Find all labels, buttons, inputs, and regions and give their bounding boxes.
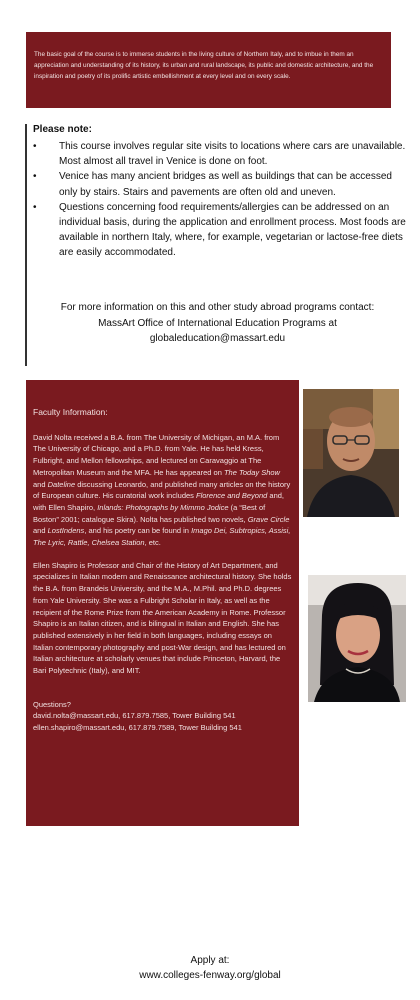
note-item-1 (33, 139, 408, 169)
note-text: Venice has many ancient bridges as well as buildings that can be accessed only by stairs. Stairs and pavements are often old and uneven. (59, 171, 392, 198)
apply-block (110, 954, 310, 983)
contact-block (30, 300, 405, 347)
questions-label: Questions? (33, 699, 71, 709)
bullet-icon: • (33, 171, 37, 183)
contact-office: MassArt Office of International Education Programs at (98, 317, 337, 329)
notes-list (33, 139, 408, 261)
nolta-contact[interactable]: david.nolta@massart.edu, 617.879.7585, Tower Building 541 (33, 711, 236, 721)
shapiro-photo (308, 575, 406, 702)
notes-title: Please note: (33, 124, 92, 135)
faculty-info-box (26, 380, 299, 826)
apply-label: Apply at: (190, 955, 230, 966)
nolta-photo (303, 389, 399, 517)
bullet-icon: • (33, 141, 37, 152)
course-goal-box (26, 32, 391, 108)
apply-url-link[interactable]: www.colleges-fenway.org/global (139, 969, 281, 981)
nolta-bio: David Nolta received a B.A. from The University of Michigan, an M.A. from The University of Chicago, and a Ph.D. from Yale. He has held Kress, Fulbright, and Mellon fellowships, and lectured on Caravaggio at The Metropolitan Museum and the MFA. He has appeared on The Today Show and Dateline discussing Leonardo, and published many articles on the history of European culture. His curatorial work includes Florence and Beyond and, with Ellen Shapiro, Inlands: Photographs by Mimmo Jodice (a “Best of Boston” 2001; catalogue Skira). Nolta has published two novels, Grave Circle and LostIndens, and his poetry can be found in Imago Dei, Subtropics, Assisi, The Lyric, Rattle, Chelsea Station, etc. (33, 432, 291, 548)
bullet-icon: • (33, 201, 37, 213)
contact-line: For more information on this and other study abroad programs contact: (60, 302, 375, 313)
course-goal-text: The basic goal of the course is to immerse students in the living culture of Northern Italy, and to imbue in them an appreciation and understanding of its history, its urban and rural landscape, its public and domestic architecture, and the inspiration and poetry of its prolific artistic embellishment at every level and on every scale. (34, 51, 374, 81)
notes-divider (25, 124, 27, 366)
shapiro-bio: Ellen Shapiro is Professor and Chair of the History of Art Department, and specializes in Italian modern and Renaissance architectural history. She holds the B.A. from Brandeis University, and the M.A., M.Phil. and Ph.D. degrees from Yale University. She was a Fulbright Scholar in Italy, as well as the recipient of the Rome Prize from the American Academy in Rome. Professor Shapiro is an Italian citizen, and is bilingual in Italian and English. She has published extensively in her field in both languages, including essays on Italian contemporary photography and post-War design, and has lectured on Italian architecture at scholarly venues that include Princeton, Harvard, the Bari Polytechnic (Italy), and MIT. (33, 560, 292, 676)
faculty-heading: Faculty Information: (33, 407, 108, 417)
shapiro-contact[interactable]: ellen.shapiro@massart.edu, 617.879.7589, Tower Building 541 (33, 723, 242, 733)
note-item-2 (33, 169, 408, 199)
note-item-3 (33, 200, 408, 261)
note-text: Questions concerning food requirements/allergies can be addressed on an individual basis, during the application and enrollment process. Most foods are available in northern Italy, where, for example, vegetarian or lactose-free diets are easily accommodated. (59, 201, 406, 259)
note-text: This course involves regular site visits to locations where cars are unavailable. Most almost all travel in Venice is done on foot. (59, 141, 406, 168)
contact-email-link[interactable]: globaleducation@massart.edu (149, 333, 286, 344)
